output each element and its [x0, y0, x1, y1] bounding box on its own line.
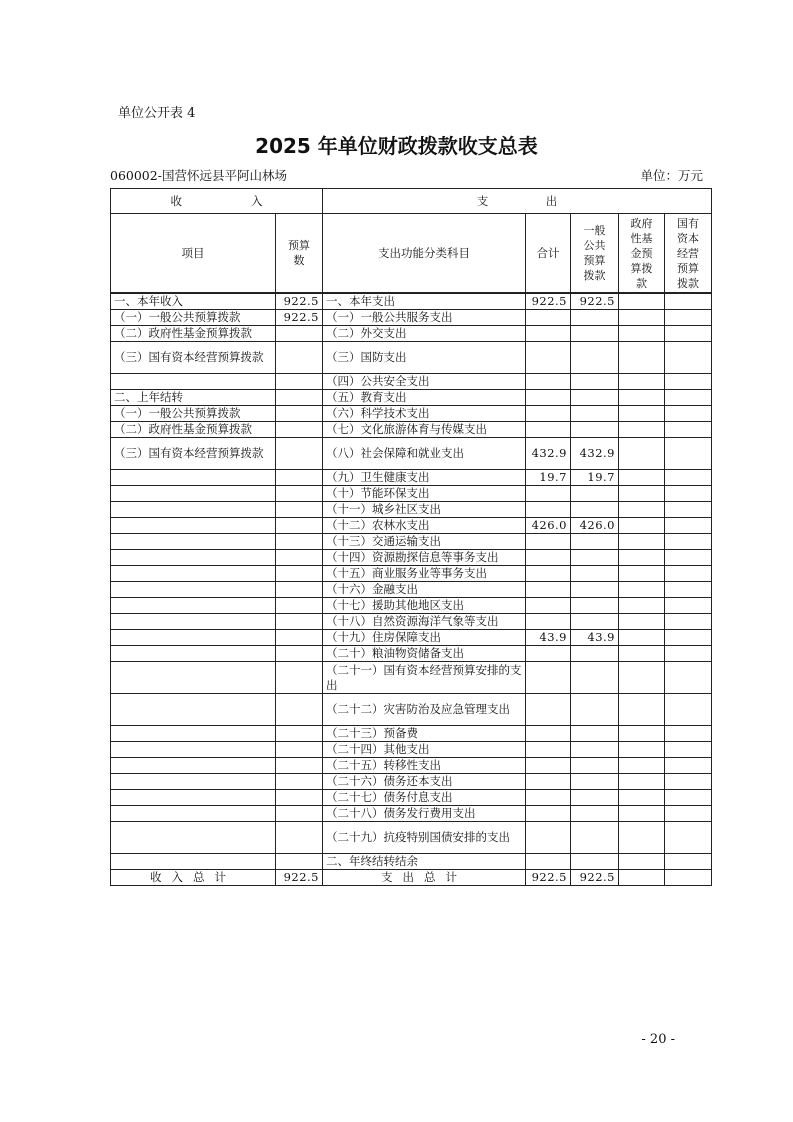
total-cell: 426.0: [526, 518, 571, 534]
table-row: [111, 326, 712, 342]
income-amount-cell: [276, 390, 323, 406]
table-row: [111, 406, 712, 422]
fund-budget-cell: [619, 566, 665, 582]
state-capital-cell: [665, 422, 712, 438]
general-budget-cell: [571, 374, 619, 390]
total-cell: [526, 342, 571, 374]
general-budget-cell: [571, 582, 619, 598]
general-budget-cell: [571, 694, 619, 726]
income-item-cell: [111, 502, 276, 518]
expense-item-cell: （二十五）转移性支出: [323, 758, 526, 774]
income-item-cell: [111, 806, 276, 822]
col-header-total: 合计: [526, 214, 571, 294]
income-item-cell: [111, 646, 276, 662]
expense-item-cell: （五）教育支出: [323, 390, 526, 406]
income-item-cell: （三）国有资本经营预算拨款: [111, 342, 276, 374]
expense-item-cell: （十六）金融支出: [323, 582, 526, 598]
expense-item-cell: （十八）自然资源海洋气象等支出: [323, 614, 526, 630]
fund-budget-cell: [619, 774, 665, 790]
state-capital-cell: [665, 726, 712, 742]
general-budget-cell: 43.9: [571, 630, 619, 646]
income-amount-cell: 922.5: [276, 293, 323, 310]
income-amount-cell: [276, 694, 323, 726]
income-item-cell: [111, 822, 276, 854]
general-budget-cell: [571, 598, 619, 614]
state-capital-cell: [665, 438, 712, 470]
fund-budget-cell: [619, 726, 665, 742]
state-capital-cell: [665, 374, 712, 390]
table-row: [111, 774, 712, 790]
income-item-cell: [111, 742, 276, 758]
general-budget-cell: [571, 550, 619, 566]
fund-budget-cell: [619, 293, 665, 310]
income-amount-cell: [276, 550, 323, 566]
total-cell: [526, 534, 571, 550]
col-header-budget: 预算 数: [276, 214, 323, 294]
page-title: 2025 年单位财政拨款收支总表: [255, 134, 538, 158]
state-capital-cell: [665, 486, 712, 502]
expense-item-cell: （七）文化旅游体育与传媒支出: [323, 422, 526, 438]
income-amount-cell: [276, 758, 323, 774]
state-total-amount: [665, 870, 712, 886]
state-capital-cell: [665, 582, 712, 598]
general-budget-cell: [571, 790, 619, 806]
table-row: [111, 566, 712, 582]
general-budget-cell: [571, 390, 619, 406]
income-amount-cell: [276, 774, 323, 790]
general-budget-cell: [571, 726, 619, 742]
income-amount-cell: [276, 342, 323, 374]
income-amount-cell: [276, 438, 323, 470]
total-cell: [526, 310, 571, 326]
general-budget-cell: [571, 662, 619, 694]
fund-budget-cell: [619, 534, 665, 550]
expense-item-cell: （二十九）抗疫特别国债安排的支出: [323, 822, 526, 854]
fund-budget-cell: [619, 390, 665, 406]
expense-item-cell: （二十三）预备费: [323, 726, 526, 742]
expense-item-cell: （二十）粮油物资储备支出: [323, 646, 526, 662]
table-row: [111, 646, 712, 662]
expense-item-cell: （六）科学技术支出: [323, 406, 526, 422]
expense-item-cell: （十五）商业服务业等事务支出: [323, 566, 526, 582]
state-capital-cell: [665, 742, 712, 758]
fund-budget-cell: [619, 630, 665, 646]
expense-item-cell: （十）节能环保支出: [323, 486, 526, 502]
table-row: [111, 630, 712, 646]
income-group-header: 收 入: [111, 189, 323, 214]
income-item-cell: [111, 374, 276, 390]
unit-name: 060002-国营怀远县平阿山林场: [110, 168, 287, 183]
table-row: [111, 486, 712, 502]
income-amount-cell: [276, 630, 323, 646]
state-capital-cell: [665, 470, 712, 486]
table-row: [111, 534, 712, 550]
expense-item-cell: （一）一般公共服务支出: [323, 310, 526, 326]
group-header-row: [111, 189, 712, 214]
state-capital-cell: [665, 598, 712, 614]
table-row: [111, 518, 712, 534]
total-cell: [526, 726, 571, 742]
state-capital-cell: [665, 790, 712, 806]
total-cell: [526, 550, 571, 566]
unit-label: 单位：万元: [640, 168, 703, 183]
state-capital-cell: [665, 293, 712, 310]
expense-item-cell: （十二）农林水支出: [323, 518, 526, 534]
income-total-label: 收入总计: [111, 870, 276, 886]
state-capital-cell: [665, 310, 712, 326]
state-capital-cell: [665, 662, 712, 694]
expense-item-cell: （十四）资源勘探信息等事务支出: [323, 550, 526, 566]
col-header-item: 项目: [111, 214, 276, 294]
income-item-cell: 一、本年收入: [111, 293, 276, 310]
income-total-amount: 922.5: [276, 870, 323, 886]
state-capital-cell: [665, 502, 712, 518]
income-amount-cell: [276, 470, 323, 486]
expense-item-cell: （二十二）灾害防治及应急管理支出: [323, 694, 526, 726]
table-row: [111, 502, 712, 518]
income-item-cell: [111, 694, 276, 726]
table-row: [111, 854, 712, 870]
income-item-cell: [111, 550, 276, 566]
income-amount-cell: [276, 502, 323, 518]
fund-budget-cell: [619, 310, 665, 326]
total-cell: [526, 694, 571, 726]
income-amount-cell: 922.5: [276, 310, 323, 326]
table-row: [111, 758, 712, 774]
table-row: [111, 342, 712, 374]
total-cell: 43.9: [526, 630, 571, 646]
col-header-general: 一般 公共 预算 拨款: [571, 214, 619, 294]
general-budget-cell: [571, 822, 619, 854]
income-item-cell: （一）一般公共预算拨款: [111, 310, 276, 326]
income-item-cell: [111, 854, 276, 870]
table-row: [111, 310, 712, 326]
state-capital-cell: [665, 406, 712, 422]
state-capital-cell: [665, 614, 712, 630]
state-capital-cell: [665, 774, 712, 790]
income-item-cell: [111, 790, 276, 806]
fund-budget-cell: [619, 694, 665, 726]
general-budget-cell: 426.0: [571, 518, 619, 534]
general-budget-cell: [571, 422, 619, 438]
state-capital-cell: [665, 326, 712, 342]
table-row: [111, 470, 712, 486]
total-cell: [526, 822, 571, 854]
income-item-cell: 二、上年结转: [111, 390, 276, 406]
general-budget-cell: 19.7: [571, 470, 619, 486]
fund-budget-cell: [619, 374, 665, 390]
state-capital-cell: [665, 550, 712, 566]
table-row: [111, 822, 712, 854]
general-budget-cell: [571, 406, 619, 422]
total-cell: [526, 486, 571, 502]
fund-budget-cell: [619, 742, 665, 758]
state-capital-cell: [665, 534, 712, 550]
fund-budget-cell: [619, 326, 665, 342]
expense-item-cell: （十三）交通运输支出: [323, 534, 526, 550]
general-budget-cell: [571, 854, 619, 870]
income-amount-cell: [276, 486, 323, 502]
total-cell: [526, 662, 571, 694]
state-capital-cell: [665, 390, 712, 406]
table-row: [111, 422, 712, 438]
income-amount-cell: [276, 662, 323, 694]
total-cell: [526, 374, 571, 390]
income-item-cell: [111, 758, 276, 774]
income-item-cell: [111, 518, 276, 534]
total-cell: [526, 614, 571, 630]
income-item-cell: [111, 662, 276, 694]
total-cell: [526, 566, 571, 582]
fund-budget-cell: [619, 598, 665, 614]
col-header-fund: 政府 性基 金预 算拨 款: [619, 214, 665, 294]
fund-budget-cell: [619, 614, 665, 630]
col-header-expense-item: 支出功能分类科目: [323, 214, 526, 294]
table-caption: 单位公开表 4: [118, 106, 196, 121]
state-capital-cell: [665, 630, 712, 646]
general-budget-cell: [571, 742, 619, 758]
income-item-cell: （二）政府性基金预算拨款: [111, 326, 276, 342]
fund-budget-cell: [619, 758, 665, 774]
table-row: [111, 390, 712, 406]
income-amount-cell: [276, 582, 323, 598]
fund-budget-cell: [619, 406, 665, 422]
expense-item-cell: （二十一）国有资本经营预算安排的支出: [323, 662, 526, 694]
expense-item-cell: （十一）城乡社区支出: [323, 502, 526, 518]
total-cell: 922.5: [526, 293, 571, 310]
fund-total-amount: [619, 870, 665, 886]
table-row: [111, 582, 712, 598]
fund-budget-cell: [619, 550, 665, 566]
page-number: - 20 -: [641, 1032, 675, 1047]
income-amount-cell: [276, 726, 323, 742]
total-cell: [526, 390, 571, 406]
income-amount-cell: [276, 742, 323, 758]
general-budget-cell: [571, 534, 619, 550]
general-total-amount: 922.5: [571, 870, 619, 886]
state-capital-cell: [665, 854, 712, 870]
expense-item-cell: （二十八）债务发行费用支出: [323, 806, 526, 822]
fund-budget-cell: [619, 646, 665, 662]
state-capital-cell: [665, 518, 712, 534]
general-budget-cell: 922.5: [571, 293, 619, 310]
income-amount-cell: [276, 374, 323, 390]
income-item-cell: （二）政府性基金预算拨款: [111, 422, 276, 438]
income-item-cell: [111, 566, 276, 582]
total-cell: [526, 854, 571, 870]
general-budget-cell: 432.9: [571, 438, 619, 470]
income-item-cell: （一）一般公共预算拨款: [111, 406, 276, 422]
expense-item-cell: （十七）援助其他地区支出: [323, 598, 526, 614]
table-row: [111, 438, 712, 470]
table-row: [111, 293, 712, 310]
income-amount-cell: [276, 406, 323, 422]
income-item-cell: [111, 726, 276, 742]
finance-summary-table: [110, 188, 712, 886]
income-item-cell: [111, 582, 276, 598]
expense-item-cell: （九）卫生健康支出: [323, 470, 526, 486]
expense-item-cell: （二十七）债务付息支出: [323, 790, 526, 806]
general-budget-cell: [571, 806, 619, 822]
total-cell: [526, 598, 571, 614]
table-row: [111, 598, 712, 614]
state-capital-cell: [665, 342, 712, 374]
total-cell: 432.9: [526, 438, 571, 470]
income-amount-cell: [276, 566, 323, 582]
state-capital-cell: [665, 822, 712, 854]
fund-budget-cell: [619, 582, 665, 598]
total-cell: [526, 406, 571, 422]
income-amount-cell: [276, 326, 323, 342]
income-amount-cell: [276, 534, 323, 550]
fund-budget-cell: [619, 854, 665, 870]
general-budget-cell: [571, 502, 619, 518]
expense-group-header: 支 出: [323, 189, 712, 214]
income-item-cell: [111, 598, 276, 614]
expense-total-amount: 922.5: [526, 870, 571, 886]
state-capital-cell: [665, 758, 712, 774]
income-amount-cell: [276, 422, 323, 438]
general-budget-cell: [571, 326, 619, 342]
income-item-cell: [111, 534, 276, 550]
col-header-state: 国有 资本 经营 预算 拨款: [665, 214, 712, 294]
expense-item-cell: 二、年终结转结余: [323, 854, 526, 870]
general-budget-cell: [571, 774, 619, 790]
table-row: [111, 662, 712, 694]
table-row: [111, 694, 712, 726]
expense-item-cell: （十九）住房保障支出: [323, 630, 526, 646]
income-amount-cell: [276, 518, 323, 534]
total-cell: [526, 742, 571, 758]
income-amount-cell: [276, 646, 323, 662]
income-amount-cell: [276, 806, 323, 822]
fund-budget-cell: [619, 518, 665, 534]
state-capital-cell: [665, 694, 712, 726]
fund-budget-cell: [619, 806, 665, 822]
table-row: [111, 614, 712, 630]
general-budget-cell: [571, 342, 619, 374]
state-capital-cell: [665, 566, 712, 582]
fund-budget-cell: [619, 822, 665, 854]
table-row: [111, 806, 712, 822]
table-row: [111, 790, 712, 806]
fund-budget-cell: [619, 790, 665, 806]
income-amount-cell: [276, 598, 323, 614]
expense-item-cell: （二十六）债务还本支出: [323, 774, 526, 790]
general-budget-cell: [571, 310, 619, 326]
general-budget-cell: [571, 566, 619, 582]
expense-total-label: 支出总计: [323, 870, 526, 886]
fund-budget-cell: [619, 470, 665, 486]
income-amount-cell: [276, 854, 323, 870]
state-capital-cell: [665, 646, 712, 662]
fund-budget-cell: [619, 502, 665, 518]
expense-item-cell: （二十四）其他支出: [323, 742, 526, 758]
total-cell: [526, 774, 571, 790]
income-item-cell: [111, 614, 276, 630]
general-budget-cell: [571, 486, 619, 502]
state-capital-cell: [665, 806, 712, 822]
income-item-cell: [111, 630, 276, 646]
total-cell: [526, 422, 571, 438]
table-row: [111, 726, 712, 742]
income-amount-cell: [276, 822, 323, 854]
table-row: [111, 742, 712, 758]
table-row: [111, 374, 712, 390]
expense-item-cell: 一、本年支出: [323, 293, 526, 310]
income-item-cell: （三）国有资本经营预算拨款: [111, 438, 276, 470]
column-header-row: [111, 214, 712, 294]
income-amount-cell: [276, 790, 323, 806]
income-item-cell: [111, 470, 276, 486]
total-cell: [526, 326, 571, 342]
table-row: [111, 550, 712, 566]
total-cell: [526, 646, 571, 662]
general-budget-cell: [571, 758, 619, 774]
general-budget-cell: [571, 646, 619, 662]
fund-budget-cell: [619, 662, 665, 694]
income-amount-cell: [276, 614, 323, 630]
totals-row: [111, 870, 712, 886]
fund-budget-cell: [619, 422, 665, 438]
total-cell: [526, 758, 571, 774]
expense-item-cell: （四）公共安全支出: [323, 374, 526, 390]
income-item-cell: [111, 486, 276, 502]
total-cell: 19.7: [526, 470, 571, 486]
total-cell: [526, 502, 571, 518]
income-item-cell: [111, 774, 276, 790]
general-budget-cell: [571, 614, 619, 630]
total-cell: [526, 790, 571, 806]
expense-item-cell: （二）外交支出: [323, 326, 526, 342]
fund-budget-cell: [619, 342, 665, 374]
expense-item-cell: （三）国防支出: [323, 342, 526, 374]
expense-item-cell: （八）社会保障和就业支出: [323, 438, 526, 470]
fund-budget-cell: [619, 486, 665, 502]
total-cell: [526, 806, 571, 822]
fund-budget-cell: [619, 438, 665, 470]
total-cell: [526, 582, 571, 598]
